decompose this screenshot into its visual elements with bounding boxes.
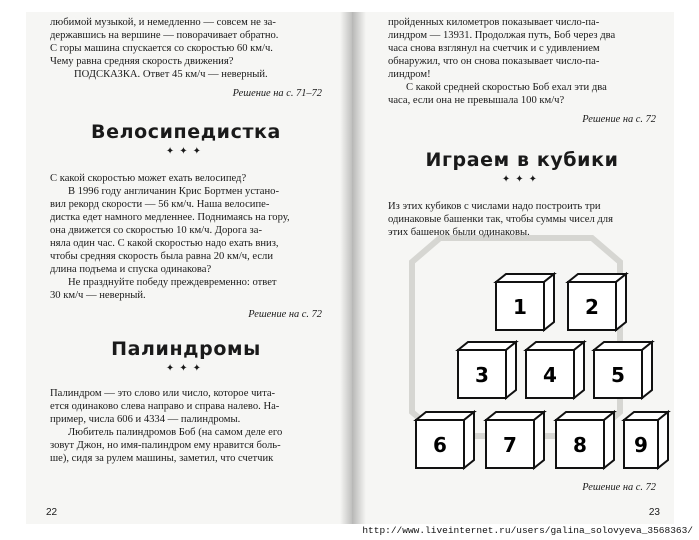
text-line: одинаковые башенки так, чтобы суммы чисел для <box>388 214 613 225</box>
section-title-cyclist: Велосипедистка <box>91 121 281 143</box>
right-page-content <box>388 16 656 239</box>
cube-1 <box>496 274 554 330</box>
text-line: С горы машина спускается со скоростью 60 км/ч. <box>50 43 273 54</box>
text-line: Из этих кубиков с числами надо построить три <box>388 201 601 212</box>
page-number: 22 <box>46 507 58 518</box>
text-line: Чему равна средняя скорость движения? <box>50 56 234 67</box>
cube-number: 2 <box>585 295 599 319</box>
cube-9 <box>624 412 668 468</box>
text-line: Любитель палиндромов Боб (на самом деле его <box>68 427 283 438</box>
stars-ornament: ✦✦✦ <box>501 174 543 185</box>
text-line: С какой скоростью может ехать велосипед? <box>50 173 247 184</box>
text-line: зовут Джон, но имя-палиндром ему нравится боль- <box>50 440 281 451</box>
section-title-palindromes: Палиндромы <box>111 338 261 360</box>
left-page-content <box>50 16 322 465</box>
cube-number: 5 <box>611 363 625 387</box>
book-spread <box>26 12 674 524</box>
cube-7 <box>486 412 544 468</box>
text-line: обнаружил, что он снова показывает число-па- <box>388 56 600 67</box>
cube-3 <box>458 342 516 398</box>
text-line: няла один час. С какой скоростью надо ехать вниз, <box>50 238 279 249</box>
text-line: линдром — 13931. Продолжая путь, Боб через два <box>388 30 616 41</box>
text-line: 30 км/ч — неверный. <box>50 290 146 301</box>
stars-ornament: ✦✦✦ <box>165 146 207 157</box>
text-line: пройденных километров показывает число-па- <box>388 17 600 28</box>
text-line: чтобы средняя скорость была равна 20 км/ч, если <box>50 251 274 262</box>
background-shape <box>412 238 620 436</box>
solution-ref: Решение на с. 71–72 <box>232 88 322 99</box>
text-line: Палиндром — это слово или число, которое чита- <box>50 388 276 399</box>
cube-number: 9 <box>634 433 648 457</box>
text-line: державшись на вершине — поворачивает обратно. <box>50 30 279 41</box>
cube-5 <box>594 342 652 398</box>
section-title-cubes: Играем в кубики <box>425 149 619 171</box>
text-line: Не празднуйте победу преждевременно: ответ <box>68 277 277 288</box>
text-line: часа, если она не превышала 100 км/ч? <box>388 95 565 106</box>
cube-number: 3 <box>475 363 489 387</box>
text-line: В 1996 году англичанин Крис Бортмен устано- <box>68 186 280 197</box>
text-line: она движется со скоростью 10 км/ч. Дорога за- <box>50 225 262 236</box>
text-line: дистка едет намного медленнее. Поднимаясь на гору, <box>50 212 290 223</box>
text-line: ше), сидя за рулем машины, заметил, что счетчик <box>50 453 274 464</box>
page-number: 23 <box>648 507 660 518</box>
cube-number: 7 <box>503 433 517 457</box>
text-line: С какой средней скоростью Боб ехал эти два <box>406 82 607 93</box>
solution-ref: Решение на с. 72 <box>582 114 656 125</box>
text-line: вил рекорд скорости — 56 км/ч. Наша велосипе- <box>50 199 270 210</box>
cube-number: 1 <box>513 295 527 319</box>
cube-number: 4 <box>543 363 557 387</box>
cube-6 <box>416 412 474 468</box>
stars-ornament: ✦✦✦ <box>165 363 207 374</box>
text-line: линдром! <box>388 69 431 80</box>
solution-ref: Решение на с. 72 <box>582 482 656 493</box>
right-page <box>352 12 674 524</box>
text-line: пример, числа 606 и 4334 — палиндромы. <box>50 414 241 425</box>
text-line: часа снова взглянул на счетчик и с удивлением <box>388 43 600 54</box>
cube-2 <box>568 274 626 330</box>
cube-4 <box>526 342 584 398</box>
text-line: этих башенок были одинаковы. <box>388 227 530 238</box>
solution-ref: Решение на с. 72 <box>248 309 322 320</box>
text-line: длина подъема и спуска одинакова? <box>50 264 212 275</box>
cube-number: 8 <box>573 433 587 457</box>
cube-number: 6 <box>433 433 447 457</box>
cube-8 <box>556 412 614 468</box>
hint-text: ПОДСКАЗКА. Ответ 45 км/ч — неверный. <box>74 69 268 80</box>
gutter-shadow-left <box>340 12 352 524</box>
source-url: http://www.liveinternet.ru/users/galina_solovyeva_3568363/ <box>362 525 693 536</box>
text-line: любимой музыкой, и немедленно — совсем не за- <box>50 17 276 28</box>
text-line: ется одинаково слева направо и справа налево. На- <box>50 401 280 412</box>
left-page <box>26 12 352 524</box>
